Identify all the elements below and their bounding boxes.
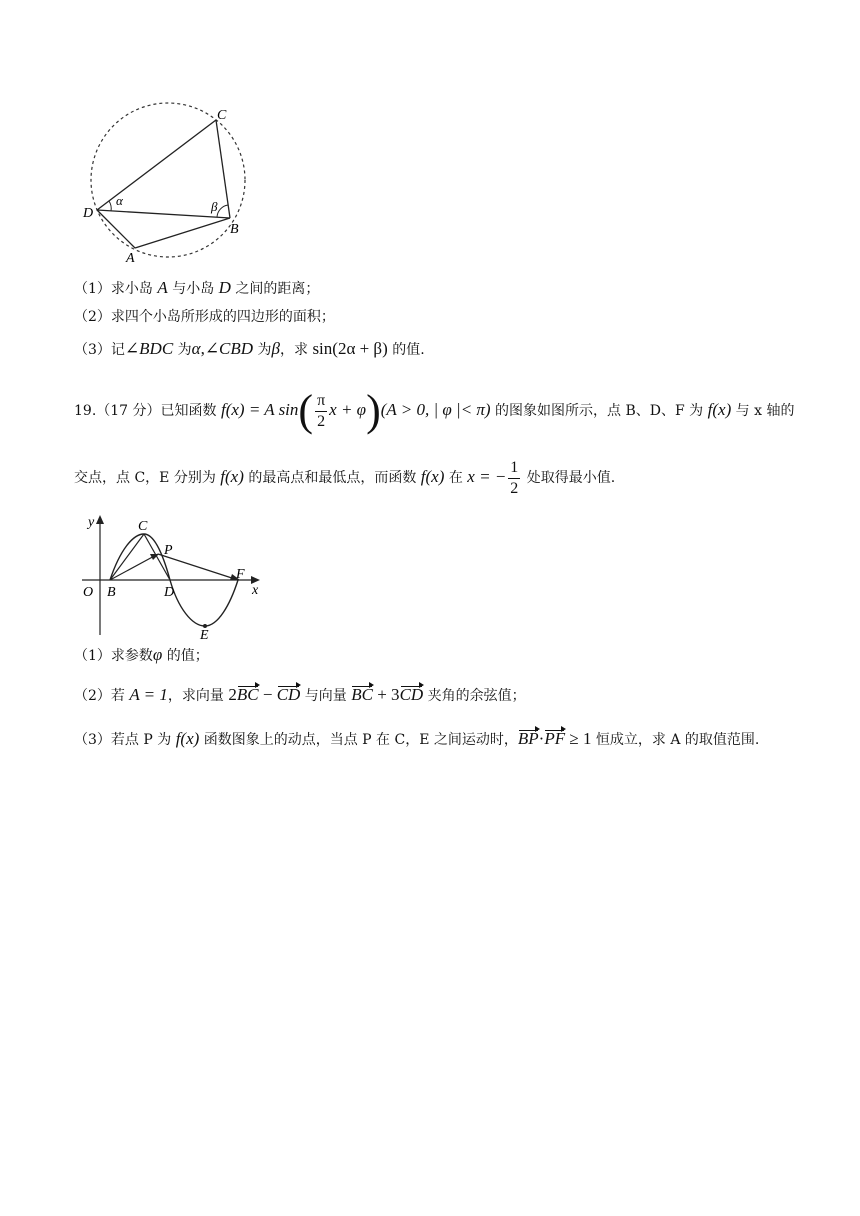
dashed-circle bbox=[91, 103, 245, 257]
label-D: D bbox=[83, 206, 94, 221]
segment-DC bbox=[97, 120, 216, 210]
one-half-fraction: $\frac{1}{2}$ bbox=[510, 458, 519, 497]
q18-part1: （1）求小岛 A 与小岛 D 之间的距离； bbox=[74, 278, 320, 297]
label-B: B bbox=[230, 222, 239, 237]
label-P: P bbox=[164, 543, 173, 558]
segment-CB bbox=[216, 120, 230, 218]
label-O: O bbox=[83, 585, 94, 600]
q19-part1: （1）求参数φ 的值； bbox=[74, 645, 209, 664]
angle-alpha-arc bbox=[109, 201, 111, 211]
label-D: D bbox=[164, 585, 175, 600]
q19-part2: （2）若 A = 1，求向量 2BC − CD 与向量 BC + 3CD 夹角的余弦值； bbox=[74, 685, 526, 704]
q19-part3: （3）若点 P 为 f(x) 函数图象上的动点，当点 P 在 C，E 之间运动时，BP·PF ≥ 1 恒成立，求 A 的取值范围. bbox=[74, 729, 760, 748]
sine-graph-figure bbox=[78, 510, 268, 645]
label-F: F bbox=[236, 567, 245, 582]
q19-statement-line2: 交点，点 C，E 分别为 f(x) 的最高点和最低点，而函数 f(x) 在 x = − $\frac{1}{2}$ 处取得最小值. bbox=[74, 458, 616, 497]
label-B: B bbox=[107, 585, 116, 600]
angle-beta-arc bbox=[217, 205, 228, 217]
y-axis-arrow bbox=[96, 515, 104, 524]
label-C: C bbox=[138, 519, 148, 534]
segment-DA bbox=[97, 210, 135, 248]
circle-quadrilateral-figure bbox=[80, 95, 260, 265]
label-beta: β bbox=[211, 199, 218, 214]
q18-part3: （3）记∠BDC 为α,∠CBD 为β，求 sin(2α + β) 的值. bbox=[74, 339, 425, 358]
segment-AB bbox=[135, 218, 230, 248]
q18-part2: （2）求四个小岛所形成的四边形的面积； bbox=[74, 309, 335, 325]
pi-over-2-fraction: $\frac{\pi}{2}$ bbox=[317, 391, 326, 430]
label-E: E bbox=[200, 628, 209, 643]
q19-statement-line1: 19.（17 分）已知函数 f(x) = A sin( $\frac{\pi}{2}$ x + φ)(A > 0, | φ |< π) 的图象如图所示，点 B、D、F 为 f(x) 与 x 轴的 bbox=[74, 386, 795, 435]
segment-BC bbox=[110, 534, 144, 580]
label-C: C bbox=[217, 108, 227, 123]
label-alpha: α bbox=[116, 193, 123, 208]
vector-BP bbox=[110, 554, 158, 580]
label-A: A bbox=[126, 251, 135, 265]
label-y: y bbox=[88, 515, 95, 530]
label-x: x bbox=[252, 583, 259, 598]
